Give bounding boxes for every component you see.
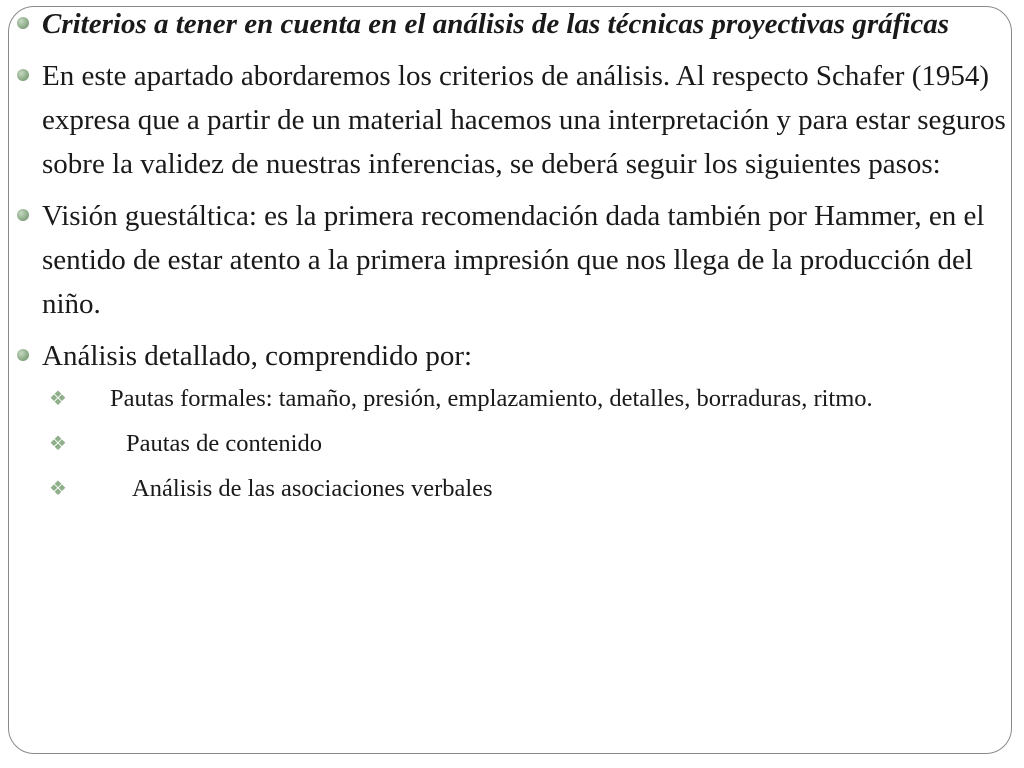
sub-item-text: Pautas de contenido xyxy=(126,430,322,457)
bullet-paragraph-analisis xyxy=(14,334,1010,378)
heading-text: Criterios a tener en cuenta en el análisis de las técnicas proyectivas gráficas xyxy=(42,8,950,40)
bullet-heading xyxy=(14,4,1010,44)
round-bullet-icon xyxy=(17,69,29,81)
paragraph-text: Visión guestáltica: es la primera recomendación dada también por Hammer, en el sentido de estar atento a la primera impresión que nos llega de la producción del niño. xyxy=(42,200,985,320)
sub-item-asociaciones xyxy=(14,468,1010,509)
four-diamond-bullet-icon: ❖ xyxy=(49,430,67,455)
paragraph-text: Análisis detallado, comprendido por: xyxy=(42,340,473,372)
round-bullet-icon xyxy=(17,17,29,29)
sub-item-text: Pautas formales: tamaño, presión, emplazamiento, detalles, borraduras, ritmo. xyxy=(110,385,873,412)
round-bullet-icon xyxy=(17,209,29,221)
four-diamond-bullet-icon: ❖ xyxy=(49,385,67,410)
four-diamond-bullet-icon: ❖ xyxy=(49,475,67,500)
bullet-paragraph-vision xyxy=(14,194,1010,326)
bullet-paragraph-intro xyxy=(14,54,1010,186)
sub-item-pautas-formales xyxy=(14,378,1010,419)
sub-item-pautas-contenido xyxy=(14,423,1010,464)
paragraph-text: En este apartado abordaremos los criterios de análisis. Al respecto Schafer (1954) expresa que a partir de un material hacemos una interpretación y para estar seguros sobre la validez de nuestras inferencias, se deberá seguir los siguientes pasos: xyxy=(42,60,1006,180)
round-bullet-icon xyxy=(17,349,29,361)
slide-content xyxy=(14,4,1010,513)
sub-item-text: Análisis de las asociaciones verbales xyxy=(132,475,493,502)
